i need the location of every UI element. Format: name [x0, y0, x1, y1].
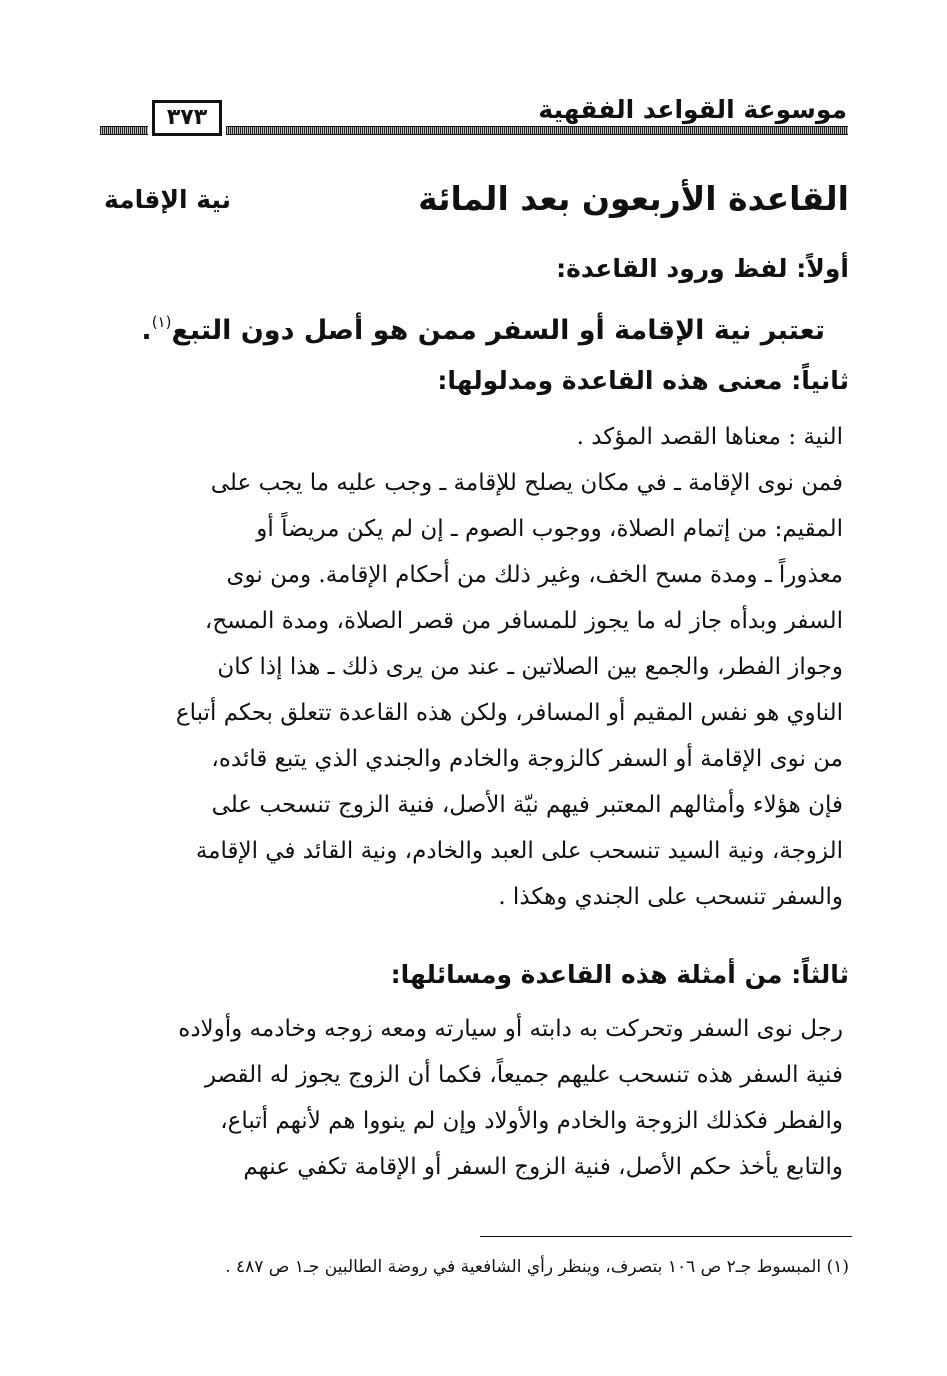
footnote-reference: (١) [151, 313, 172, 331]
running-header-title: موسوعة القواعد الفقهية [538, 95, 847, 124]
rule-title: القاعدة الأربعون بعد المائة [418, 179, 849, 218]
paragraph-line: فإن هؤلاء وأمثالهم المعتبر فيهم نيّة الأصل، فنية الزوج تنسحب على [211, 792, 843, 818]
paragraph-line: السفر وبدأه جاز له ما يجوز للمسافر من قصر الصلاة، ومدة المسح، [204, 608, 843, 634]
section-heading-2: ثانياً: معنى هذه القاعدة ومدلولها: [437, 366, 849, 395]
paragraph-line: معذوراً ـ ومدة مسح الخف، وغير ذلك من أحكام الإقامة. ومن نوى [226, 562, 843, 588]
footnote-number: (١) [826, 1257, 849, 1277]
rule-statement-end: . [141, 315, 152, 346]
page-number-box: ٣٧٣ [152, 100, 222, 136]
footnote-separator [480, 1236, 852, 1237]
paragraph-line: رجل نوى السفر وتحركت به دابته أو سيارته ومعه زوجه وخادمه وأولاده [178, 1016, 843, 1042]
section-2-body [103, 414, 843, 920]
section-heading-1: أولاً: لفظ ورود القاعدة: [556, 254, 849, 283]
paragraph-line: المقيم: من إتمام الصلاة، ووجوب الصوم ـ إن لم يكن مريضاً أو [256, 516, 843, 542]
rule-statement-text: تعتبر نية الإقامة أو السفر ممن هو أصل دون التبع [171, 315, 825, 346]
paragraph-line: فنية السفر هذه تنسحب عليهم جميعاً، فكما أن الزوج يجوز له القصر [204, 1062, 843, 1088]
paragraph-line: فمن نوى الإقامة ـ في مكان يصلح للإقامة ـ وجب عليه ما يجب على [210, 470, 843, 496]
paragraph-line: والسفر تنسحب على الجندي وهكذا . [498, 884, 843, 910]
paragraph-line: النية : معناها القصد المؤكد . [576, 424, 843, 450]
section-heading-3: ثالثاً: من أمثلة هذه القاعدة ومسائلها: [390, 960, 849, 989]
rule-topic: نية الإقامة [104, 185, 232, 214]
paragraph-line: والتابع يأخذ حكم الأصل، فنية الزوج السفر أو الإقامة تكفي عنهم [243, 1154, 843, 1180]
section-3-body [103, 1006, 843, 1190]
paragraph-line: الزوجة، ونية السيد تنسحب على العبد والخادم، ونية القائد في الإقامة [195, 838, 843, 864]
paragraph-line: وجواز الفطر، والجمع بين الصلاتين ـ عند من يرى ذلك ـ هذا إذا كان [217, 654, 843, 680]
paragraph-line: والفطر فكذلك الزوجة والخادم والأولاد وإن لم ينووا هم لأنهم أتباع، [220, 1108, 843, 1134]
footnote-text: المبسوط جـ٢ ص ١٠٦ بتصرف، وينظر رأي الشافعية في روضة الطالبين جـ١ ص ٤٨٧ . [225, 1257, 822, 1277]
rule-statement [141, 300, 825, 353]
paragraph-line: الناوي هو نفس المقيم أو المسافر، ولكن هذه القاعدة تتعلق بحكم أتباع [175, 700, 843, 726]
paragraph-line: من نوى الإقامة أو السفر كالزوجة والخادم والجندي الذي يتبع قائده، [211, 746, 843, 772]
footnote [225, 1252, 849, 1282]
